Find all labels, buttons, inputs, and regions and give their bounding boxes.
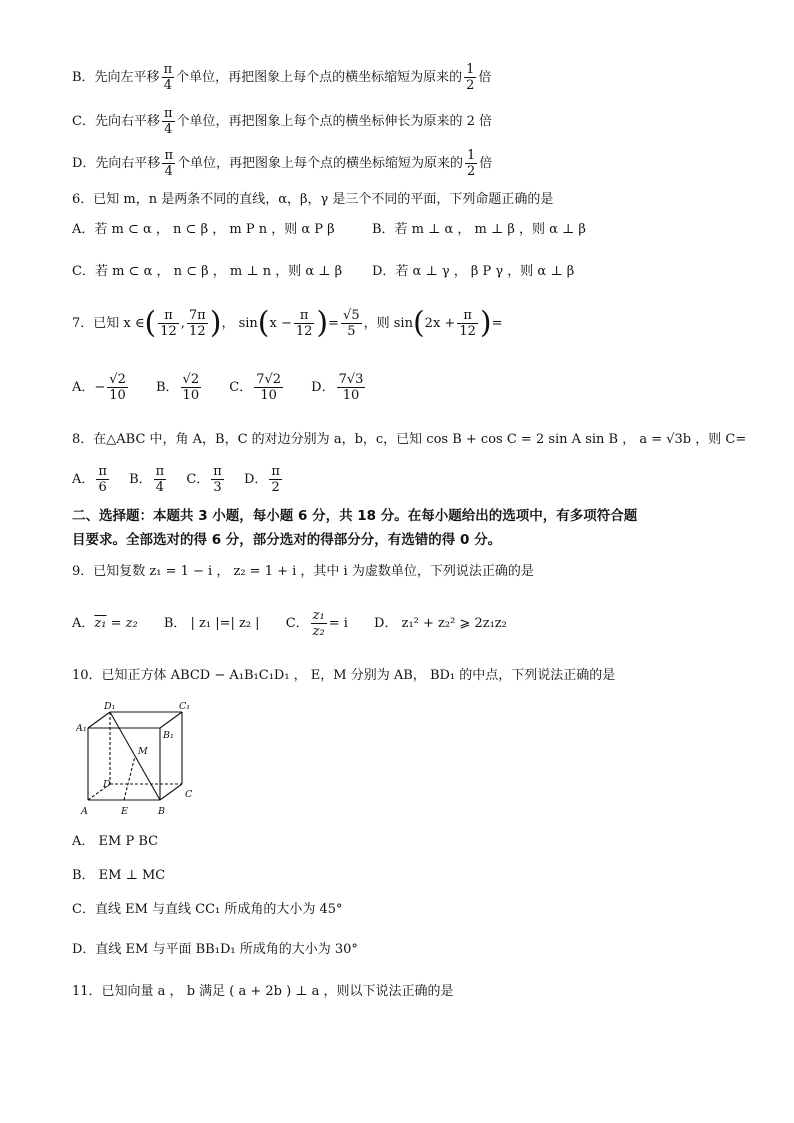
option-frac <box>311 608 327 639</box>
paren-close: ) <box>209 305 222 341</box>
label-c: C <box>185 789 193 800</box>
q7-frac3 <box>294 308 315 339</box>
frac-den: 10 <box>260 388 277 403</box>
q8-option-a <box>72 460 111 500</box>
q5-c-text2: 个单位，再把图象上每个点的横坐标伸长为原来的 2 倍 <box>176 114 493 129</box>
frac-num: π <box>155 464 165 479</box>
q5-option-b <box>72 62 491 93</box>
label-b1: B₁ <box>163 730 174 741</box>
label-b: B <box>158 806 165 817</box>
q7-options <box>72 368 389 408</box>
q6-options-ab <box>72 220 586 240</box>
option-frac <box>254 372 283 403</box>
q5-b-frac2 <box>464 62 476 93</box>
paren-open: ( <box>412 305 425 341</box>
q7-text3: x − <box>269 316 292 331</box>
label-e: E <box>121 806 128 817</box>
q10-option-d: D．直线 EM 与平面 BB₁D₁ 所成角的大小为 30° <box>72 942 358 957</box>
option-frac <box>269 464 282 495</box>
frac-den: 12 <box>160 324 177 339</box>
q7-text5: 2x + <box>424 316 456 331</box>
q7-option-a <box>72 368 130 408</box>
q5-d-frac2 <box>465 148 477 179</box>
frac-num: 1 <box>467 148 476 163</box>
q5-b-text1: B．先向左平移 <box>72 70 160 85</box>
frac-den: 12 <box>189 324 206 339</box>
frac-den: 4 <box>164 164 173 179</box>
q7-equals2: = <box>491 316 503 331</box>
option-label: C． <box>229 380 253 395</box>
q9-option-b: B． | z₁ |=| z₂ | <box>163 616 260 631</box>
option-label: D． <box>243 472 268 487</box>
option-frac <box>154 464 167 495</box>
option-label: B． <box>155 380 179 395</box>
q7-stem: 7．已知 x ∈( $\frac{\pi}{12}$ , $\frac{7\pi}{12}$ )， sin(x − $\frac{\pi}{12}$ )= $\frac{√5}{5}$ ，则 sin(2x + $\frac{\pi}{12}$ )= <box>72 305 503 341</box>
frac-num: √5 <box>343 308 360 323</box>
option-frac <box>211 464 224 495</box>
label-c1: C₁ <box>179 701 191 712</box>
option-frac <box>181 372 202 403</box>
q11-stem: 11．已知向量 a ， b 满足 ( a + 2b ) ⊥ a ，则以下说法正确的是 <box>72 984 454 999</box>
q5-d-text3: 倍 <box>479 156 493 171</box>
q9-option-c <box>286 606 348 642</box>
paren-close: ) <box>479 305 492 341</box>
q5-c-frac <box>162 106 175 137</box>
frac-den: 12 <box>459 324 476 339</box>
option-text: = z₂ <box>106 616 138 631</box>
q7-frac4 <box>341 308 362 339</box>
option-label: A．− <box>72 380 106 395</box>
q8-stem: 8．在△ABC 中，角 A，B，C 的对边分别为 a，b，c，已知 cos B + cos C = 2 sin A sin B ， a = √3b ，则 C= <box>72 432 747 447</box>
paren-close: ) <box>316 305 329 341</box>
frac-den: 4 <box>164 122 173 137</box>
q5-option-d <box>72 148 492 179</box>
option-label: C． <box>285 616 309 631</box>
q9-stem: 9．已知复数 z₁ = 1 − i ， z₂ = 1 + i ，其中 i 为虚数单位，下列说法正确的是 <box>72 564 534 579</box>
q5-b-frac1 <box>162 62 175 93</box>
frac-num: π <box>213 464 222 479</box>
q9-option-d: D． z₁² + z₂² ⩾ 2z₁z₂ <box>374 616 507 631</box>
frac-den: 5 <box>347 324 356 339</box>
frac-den: z₂ <box>312 624 325 639</box>
frac-num: z₁ <box>312 608 325 623</box>
q5-option-c <box>72 106 492 137</box>
frac-den: 2 <box>467 164 476 179</box>
q6-stem: 6．已知 m，n 是两条不同的直线，α，β，γ 是三个不同的平面，下列命题正确的是 <box>72 192 554 207</box>
frac-den: 4 <box>163 78 172 93</box>
frac-num: π <box>271 464 280 479</box>
frac-num: √2 <box>182 372 200 387</box>
q10-option-c: C．直线 EM 与直线 CC₁ 所成角的大小为 45° <box>72 902 343 917</box>
frac-den: 12 <box>295 324 313 339</box>
frac-num: π <box>164 148 173 163</box>
paren-open: ( <box>257 305 270 341</box>
option-label: D． <box>311 380 335 395</box>
q10-stem: 10．已知正方体 ABCD − A₁B₁C₁D₁ ， E，M 分别为 AB， BD₁ 的中点，下列说法正确的是 <box>72 668 616 683</box>
q8-option-c <box>186 460 226 500</box>
conjugate-z1: z₁ <box>94 616 107 631</box>
label-d: D <box>103 779 111 790</box>
frac-den: 10 <box>182 388 200 403</box>
q7-text1: 7．已知 x ∈ <box>72 316 145 331</box>
section2-heading-line2: 目要求。全部选对的得 6 分，部分选对的得部分分，有选错的得 0 分。 <box>72 532 502 548</box>
q8-option-d <box>244 460 284 500</box>
frac-den: 2 <box>271 480 280 495</box>
frac-num: 7√2 <box>256 372 282 387</box>
q7-equals: = <box>328 316 340 331</box>
q10-option-a: A． EM P BC <box>72 834 159 849</box>
frac-num: π <box>294 308 315 324</box>
q5-b-text3: 倍 <box>478 70 492 85</box>
q5-c-text1: C．先向右平移 <box>72 114 160 129</box>
paren-open: ( <box>144 305 157 341</box>
option-frac <box>107 372 128 403</box>
frac-num: π <box>98 464 107 479</box>
label-m: M <box>138 746 148 757</box>
option-label: A． <box>72 472 95 487</box>
edge-b1c1 <box>160 712 182 728</box>
q6-options-cd <box>72 262 574 282</box>
cube-figure <box>76 700 206 818</box>
option-label: C． <box>186 472 210 487</box>
q8-option-b <box>129 460 168 500</box>
frac-num: π <box>158 308 179 324</box>
q7-frac1 <box>158 308 179 339</box>
edge-a1d1 <box>88 712 110 728</box>
q6-option-b: B．若 m ⊥ α ， m ⊥ β ，则 α ⊥ β <box>372 222 586 237</box>
label-d1: D₁ <box>104 701 116 712</box>
q5-d-text1: D．先向右平移 <box>72 156 161 171</box>
frac-num: 7π <box>188 308 206 323</box>
q7-frac2 <box>187 308 208 339</box>
q6-option-a: A．若 m ⊂ α ， n ⊂ β ， m P n ，则 α P β <box>72 222 335 237</box>
option-frac <box>96 464 109 495</box>
q7-text4: ，则 sin <box>363 316 413 331</box>
option-label: A． <box>72 616 95 631</box>
option-text: = i <box>328 616 348 631</box>
frac-num: 7√3 <box>338 372 364 387</box>
label-a: A <box>81 806 88 817</box>
q6-option-d: D．若 α ⊥ γ ， β P γ ，则 α ⊥ β <box>372 264 575 279</box>
q7-option-d <box>311 368 367 408</box>
frac-den: 6 <box>98 480 107 495</box>
q7-frac5 <box>457 308 478 339</box>
diagonal-d1b <box>110 712 160 800</box>
section2-heading-line1: 二、选择题：本题共 3 小题，每小题 6 分，共 18 分。在每小题给出的选项中，有多项符合题 <box>72 508 638 524</box>
q9-option-a <box>72 606 138 642</box>
segment-em <box>124 756 135 800</box>
q5-b-text2: 个单位，再把图象上每个点的横坐标缩短为原来的 <box>176 70 463 85</box>
frac-den: 10 <box>342 388 360 403</box>
q8-options <box>72 460 306 500</box>
frac-den: 4 <box>155 480 165 495</box>
label-a1: A₁ <box>76 723 87 734</box>
frac-num: π <box>163 106 173 121</box>
q5-d-text2: 个单位，再把图象上每个点的横坐标缩短为原来的 <box>176 156 463 171</box>
q5-d-frac1 <box>162 148 175 179</box>
option-label: B． <box>129 472 152 487</box>
frac-num: π <box>457 308 478 324</box>
frac-den: 2 <box>466 78 475 93</box>
q9-options <box>72 606 529 642</box>
frac-num: √2 <box>109 372 126 387</box>
edge-bc <box>160 784 182 800</box>
frac-den: 3 <box>213 480 222 495</box>
frac-num: π <box>163 62 173 77</box>
q6-option-c: C．若 m ⊂ α ， n ⊂ β ， m ⊥ n ，则 α ⊥ β <box>72 264 343 279</box>
q7-text2: ， sin <box>221 316 258 331</box>
q7-option-b <box>156 368 203 408</box>
q7-option-c <box>229 368 285 408</box>
frac-num: 1 <box>466 62 475 77</box>
q10-option-b: B． EM ⊥ MC <box>72 868 166 883</box>
option-frac <box>337 372 366 403</box>
frac-den: 10 <box>109 388 126 403</box>
